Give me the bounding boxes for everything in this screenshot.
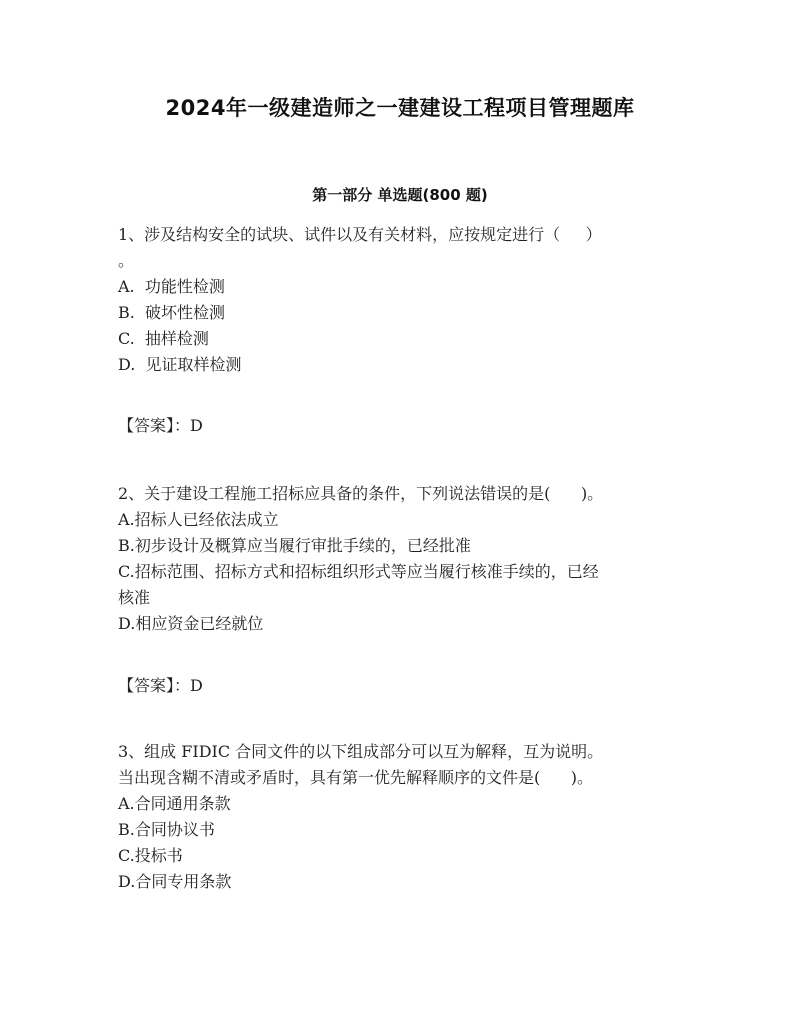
- option-a: A. 功能性检测: [118, 277, 225, 296]
- option-a: A.合同通用条款: [118, 794, 231, 813]
- answer-2: 【答案】：D: [118, 676, 203, 695]
- option-b: B. 破坏性检测: [118, 303, 226, 322]
- question-2: [118, 481, 678, 637]
- option-c: C.投标书: [118, 846, 183, 865]
- question-stem-line: 2、关于建设工程施工招标应具备的条件，下列说法错误的是( )。: [118, 484, 604, 503]
- question-stem-line: 3、组成 FIDIC 合同文件的以下组成部分可以互为解释，互为说明。: [118, 742, 604, 761]
- question-3: [118, 739, 678, 895]
- option-c-continued: 核准: [118, 588, 151, 607]
- question-stem-line: 当出现含糊不清或矛盾时，具有第一优先解释顺序的文件是( )。: [118, 768, 594, 787]
- question-1: [118, 222, 678, 378]
- option-b: B.初步设计及概算应当履行审批手续的，已经批准: [118, 536, 471, 555]
- option-d: D.合同专用条款: [118, 872, 232, 891]
- answer-1: 【答案】：D: [118, 416, 203, 435]
- option-b: B.合同协议书: [118, 820, 215, 839]
- section-title: 第一部分 单选题(800 题): [312, 186, 488, 204]
- question-stem-line: 1、涉及结构安全的试块、试件以及有关材料，应按规定进行（ ）: [118, 225, 602, 244]
- option-d: D.相应资金已经就位: [118, 614, 264, 633]
- option-a: A.招标人已经依法成立: [118, 510, 279, 529]
- option-d: D. 见证取样检测: [118, 355, 242, 374]
- document-title: 2024年一级建造师之一建建设工程项目管理题库: [165, 96, 635, 120]
- option-c: C.招标范围、招标方式和招标组织形式等应当履行核准手续的，已经: [118, 562, 599, 581]
- option-c: C. 抽样检测: [118, 329, 209, 348]
- question-stem-line: 。: [118, 251, 135, 270]
